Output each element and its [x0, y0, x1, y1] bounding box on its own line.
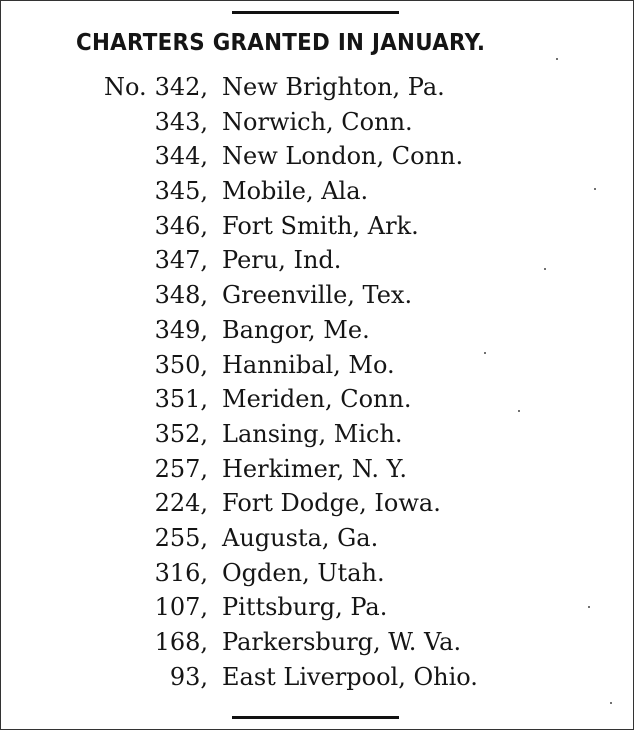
charter-number: 343, — [154, 107, 208, 136]
charter-entry — [0, 70, 634, 105]
charter-entry — [0, 174, 634, 209]
top-rule — [232, 11, 399, 14]
bottom-rule — [232, 716, 399, 719]
charter-entry — [0, 209, 634, 244]
charter-number: 224, — [154, 489, 208, 518]
charter-place: Parkersburg, W. Va. — [222, 628, 462, 656]
charter-place: Hannibal, Mo. — [222, 350, 395, 379]
charter-entry — [0, 139, 634, 174]
print-speck — [594, 188, 596, 190]
charter-entry — [0, 660, 634, 695]
charter-entry — [0, 452, 634, 487]
charter-entry — [0, 243, 634, 278]
charter-number: 351, — [154, 385, 208, 414]
charter-place: Bangor, Me. — [222, 315, 370, 344]
charter-place: Fort Dodge, Iowa. — [222, 489, 441, 518]
charter-entry — [0, 348, 634, 383]
charter-place: Lansing, Mich. — [222, 419, 403, 448]
charter-number: 348, — [154, 281, 208, 310]
charter-number: 347, — [154, 246, 208, 275]
charter-place: East Liverpool, Ohio. — [222, 662, 478, 691]
charter-entry — [0, 486, 634, 521]
charter-list — [0, 70, 634, 694]
charter-entry — [0, 105, 634, 140]
charter-number: 344, — [154, 142, 208, 171]
charter-number: 107, — [154, 593, 208, 622]
charter-place: Meriden, Conn. — [222, 385, 412, 414]
charter-place: Norwich, Conn. — [222, 107, 413, 136]
entry-prefix: No. — [104, 73, 147, 101]
charter-number: 93, — [169, 662, 208, 691]
charter-entry — [0, 556, 634, 591]
charter-number: 342, — [154, 73, 208, 101]
charter-number: 255, — [154, 523, 208, 552]
charter-number: 316, — [154, 558, 208, 587]
charter-number: 352, — [154, 419, 208, 448]
charter-place: Herkimer, N. Y. — [222, 454, 407, 483]
charter-number: 168, — [154, 628, 208, 656]
print-speck — [484, 352, 486, 354]
charter-entry — [0, 625, 634, 660]
charter-entry — [0, 590, 634, 625]
charter-entry — [0, 521, 634, 556]
charter-entry — [0, 417, 634, 452]
charter-place: Greenville, Tex. — [222, 281, 413, 310]
charter-place: Fort Smith, Ark. — [222, 211, 419, 240]
print-speck — [544, 268, 546, 270]
charter-place: New Brighton, Pa. — [222, 73, 445, 101]
charter-place: Ogden, Utah. — [222, 558, 385, 587]
charter-number: 345, — [154, 177, 208, 206]
print-speck — [588, 606, 590, 608]
charter-place: Peru, Ind. — [222, 246, 342, 275]
page-title: CHARTERS GRANTED IN JANUARY. — [76, 30, 486, 56]
charter-place: New London, Conn. — [222, 142, 464, 171]
charter-place: Pittsburg, Pa. — [222, 593, 388, 622]
charter-number: 257, — [154, 454, 208, 483]
charter-entry — [0, 278, 634, 313]
charter-place: Augusta, Ga. — [222, 523, 379, 552]
print-speck — [556, 58, 558, 60]
charter-number: 349, — [154, 315, 208, 344]
charter-place: Mobile, Ala. — [222, 177, 369, 206]
charter-entry — [0, 313, 634, 348]
charter-entry — [0, 382, 634, 417]
print-speck — [518, 410, 520, 412]
print-speck — [610, 702, 612, 704]
charter-number: 350, — [154, 350, 208, 379]
charter-number: 346, — [154, 211, 208, 240]
